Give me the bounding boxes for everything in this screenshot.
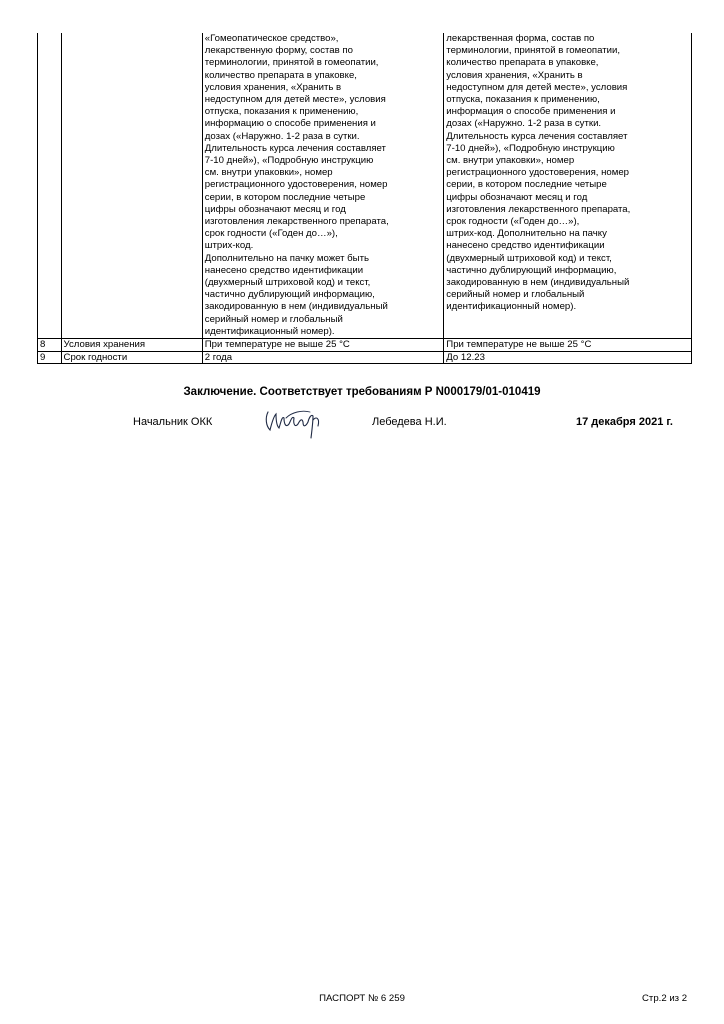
row-name-cell xyxy=(61,33,202,339)
text-line: Длительность курса лечения составляет xyxy=(446,130,628,142)
product-marking-cell xyxy=(202,33,444,339)
text-line: отпуска, показания к применению, xyxy=(446,94,600,106)
text-line: см. внутри упаковки», номер xyxy=(204,167,333,179)
text-line: (двухмерный штриховой код) и текст, xyxy=(446,252,612,264)
table-row xyxy=(38,351,692,364)
text-line: количество препарата в упаковке, xyxy=(204,69,357,81)
text-line: изготовления лекарственного препарата, xyxy=(204,216,389,228)
text-line: дозах («Наружно. 1-2 раза в сутки. xyxy=(446,118,602,130)
text-line: регистрационного удостоверения, номер xyxy=(204,179,388,191)
text-line: цифры обозначают месяц и год xyxy=(446,191,588,203)
row-number: 8 xyxy=(38,339,62,352)
text-line: 7-10 дней»), «Подробную инструкцию xyxy=(204,155,374,167)
row-requirement-value: При температуре не выше 25 °С xyxy=(444,339,692,352)
text-line: срок годности («Годен до…»), xyxy=(446,216,580,228)
text-line: количество препарата в упаковке, xyxy=(446,57,599,69)
text-line: отпуска, показания к применению, xyxy=(204,106,359,118)
text-line: частично дублирующий информацию, xyxy=(204,289,375,301)
text-line: серии, в котором последние четыре xyxy=(204,191,366,203)
text-line: Длительность курса лечения составляет xyxy=(204,142,386,154)
text-line: информацию о способе применения и xyxy=(204,118,376,130)
row-product-value: 2 года xyxy=(202,351,444,364)
text-line: частично дублирующий информацию, xyxy=(446,264,617,276)
text-line: дозах («Наружно. 1-2 раза в сутки. xyxy=(204,130,360,142)
text-line: см. внутри упаковки», номер xyxy=(446,155,575,167)
row-name: Условия хранения xyxy=(61,339,202,352)
table-row xyxy=(38,339,692,352)
row-product-value: При температуре не выше 25 °С xyxy=(202,339,444,352)
text-line: серийный номер и глобальный xyxy=(446,289,585,301)
text-line: изготовления лекарственного препарата, xyxy=(446,203,631,215)
text-line: нанесено средство идентификации xyxy=(204,264,364,276)
text-line: условия хранения, «Хранить в xyxy=(204,81,342,93)
footer-document-number: ПАСПОРТ № 6 259 xyxy=(319,993,405,1004)
row-name: Срок годности xyxy=(61,351,202,364)
properties-table xyxy=(37,33,692,364)
text-line: 7-10 дней»), «Подробную инструкцию xyxy=(446,142,615,154)
row-number: 9 xyxy=(38,351,62,364)
text-line: «Гомеопатическое средство», xyxy=(204,33,339,44)
conclusion: Заключение. Соответствует требованиям Р N000179/01-010419 xyxy=(183,386,541,398)
signer-position: Начальник ОКК xyxy=(133,416,213,428)
text-line: регистрационного удостоверения, номер xyxy=(446,167,630,179)
handwritten-signature xyxy=(262,404,332,444)
text-line: серии, в котором последние четыре xyxy=(446,179,607,191)
text-line: недоступном для детей месте», условия xyxy=(446,81,628,93)
text-line: цифры обозначают месяц и год xyxy=(204,203,346,215)
text-line: серийный номер и глобальный xyxy=(204,313,343,325)
text-line: штрих-код. xyxy=(204,240,254,252)
text-line: лекарственная форма, состав по xyxy=(446,33,595,44)
text-line: закодированную в нем (индивидуальный xyxy=(446,277,630,289)
text-line: лекарственную форму, состав по xyxy=(204,45,353,57)
text-line: срок годности («Годен до…»), xyxy=(204,228,338,240)
text-line: идентификационный номер). xyxy=(204,325,335,337)
text-line: терминологии, принятой в гомеопатии, xyxy=(446,45,621,57)
text-line: закодированную в нем (индивидуальный xyxy=(204,301,388,313)
row-number-cell xyxy=(38,33,62,339)
text-line: идентификационный номер). xyxy=(446,301,577,313)
text-line: терминологии, принятой в гомеопатии, xyxy=(204,57,379,69)
text-line: условия хранения, «Хранить в xyxy=(446,69,583,81)
signature-date: 17 декабря 2021 г. xyxy=(576,416,673,428)
signer-name: Лебедева Н.И. xyxy=(372,416,447,428)
text-line: Дополнительно на пачку может быть xyxy=(204,252,369,264)
text-line: штрих-код. Дополнительно на пачку xyxy=(446,228,607,240)
text-line: недоступном для детей месте», условия xyxy=(204,94,386,106)
table-row-continued xyxy=(38,33,692,339)
requirement-marking-cell xyxy=(444,33,692,339)
text-line: информация о способе применения и xyxy=(446,106,616,118)
row-requirement-value: До 12.23 xyxy=(444,351,692,364)
text-line: нанесено средство идентификации xyxy=(446,240,605,252)
footer-page-number: Стр.2 из 2 xyxy=(642,993,688,1004)
text-line: (двухмерный штриховой код) и текст, xyxy=(204,277,371,289)
